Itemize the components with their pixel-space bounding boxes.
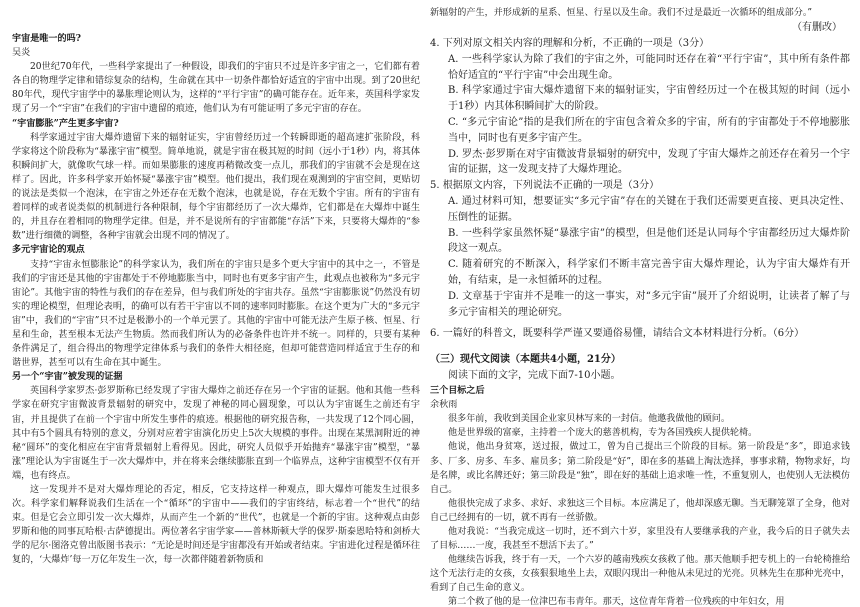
question-6: 6. 一篇好的科普文，既要科学严谨又要通俗易懂，请结合文本材料进行分析。（6分） <box>430 328 805 340</box>
section-heading-1: “宇宙膨胀”产生更多宇宙? <box>12 117 119 129</box>
story-paragraph: 他说，他出身贫寒，送过报，做过工，曾为自己提出三个阶段的目标。第一阶段是“多”，即追求钱多、厂多、房多、车多、雇员多；第二阶段是“好”，即在多的基础上淘汰选择，事事求精，物物求好，均是名牌，或比名牌还好；第三阶段是“独”，即在好的基础上追求唯一性，不重复别人，也使别人无法模仿自己。 <box>430 442 850 495</box>
section-4-paragraph: 这一发现并不是对大爆炸理论的否定，相反，它支持这样一种观点，即大爆炸可能发生过很多次。科学家们解释说我们生活在一个“循环”的宇宙中——我们的宇宙终结，标志着一个“世代”的结束。但是它会立即引发一次大爆炸，从而产生一个新的“世代”，也就是一个新的宇宙。这种观点由彭罗斯和他的同事瓦哈根·古萨德提出。两位著名宇宙学家——普林斯顿大学的保罗·斯泰恩哈特和剑桥大学的尼尔·图洛克曾出版图书表示：“无论是时间还是宇宙都没有开始或者结束。宇宙进化过程是循环往复的，‘大爆炸’每一万亿年发生一次，每一次都伴随着新物质和 <box>12 485 420 566</box>
article-title: 宇宙是唯一的吗? <box>12 33 81 44</box>
intro-paragraph: 20世纪70年代，一些科学家提出了一种假设，即我们的宇宙只不过是许多宇宙之一，它们都有着各自的物理学定律和错综复杂的结构，生命就在其中一切条件都恰好适宜的宇宙中出现。到了20世纪80年代，现代宇宙学中的暴胀理论则认为，这样的“平行宇宙”的确可能存在。近年来，英国科学家发现了另一个“宇宙”在我们的宇宙中遗留的痕迹，他们认为有可能证明了多元宇宙的存在。 <box>12 62 420 115</box>
section-heading-2: 多元宇宙论的观点 <box>12 244 85 256</box>
question-4-option-d: D. 罗杰·彭罗斯在对宇宙微波背景辐射的研究中，发现了宇宙大爆炸之前还存在着另一个宇宙的证据，这一发现支持了大爆炸理论。 <box>448 148 850 176</box>
article-continuation: 新辐射的产生，并形成新的星系、恒星、行星以及生命。我们不过是最近一次循环的组成部分。” <box>430 8 813 18</box>
section-heading-3: 另一个“宇宙”被发现的证据 <box>12 371 123 383</box>
question-5-stem: 5. 根据原文内容，下列说法不正确的一项是（3分） <box>430 180 660 192</box>
reading-instruction: 阅读下面的文字，完成下面7-10小题。 <box>448 370 621 382</box>
question-5-option-a: A. 通过材料可知，想要证实“多元宇宙”存在的关键在于我们还需要更直接、更具决定性、压倒性的证据。 <box>448 196 850 223</box>
story-paragraph: 很多年前，我收到美国企业家贝林写来的一封信。他邀我做他的顾问。 <box>448 414 730 425</box>
question-4-option-c: C. “多元宇宙论”指的是我们所在的宇宙包含着众多的宇宙，所有的宇宙都处于不停地膨胀当中，同时也有更多宇宙产生。 <box>448 117 850 144</box>
left-column <box>12 0 420 607</box>
question-5-option-c: C. 随着研究的不断深入，科学家们不断丰富完善宇宙大爆炸理论，认为宇宙大爆炸有开始，有结束，是一永恒循环的过程。 <box>448 259 850 287</box>
story-paragraph: 他对我说：“当我完成这一切时，还不到六十岁，家里没有人要继承我的产业，我今后的日子就失去了目标……一度，我甚至不想活下去了。” <box>430 526 850 552</box>
section-2-paragraph: 支持“宇宙永恒膨胀论”的科学家认为，我们所在的宇宙只是多个更大宇宙中的其中之一，不管是我们的宇宙还是其他的宇宙都处于不停地膨胀当中，同时也有更多宇宙产生，此观点也被称为“多元宇宙论”。其他宇宙的特性与我们的存在差异，但与我们所处的宇宙共存。虽然“宇宙膨胀说”仍然没有切实的理论模型，但理论表明，的确可以有若干宇宙以不同的速率同时膨胀。在这个更为广大的“多元宇宙”中，我们的“宇宙”只不过是极渺小的一个单元罢了。其他的宇宙中可能无法产生原子核、恒星、行星和生命，甚至根本无法产生物质。然而我们所认为的必备条件也许并不统一。同样的，只要有某种条件满足了，组合得出的物理学定律体系与我们的条件大相径庭，但却可能营造同样适宜于生存的和谐世界，甚至可以有生命在其中诞生。 <box>12 259 420 369</box>
question-4-stem: 4. 下列对原文相关内容的理解和分析，不正确的一项是（3分） <box>430 38 710 50</box>
story-title: 三个目标之后 <box>430 385 485 397</box>
question-5-option-d: D. 文章基于宇宙并不是唯一的这一事实，对“多元宇宙”展开了介绍说明，让读者了解了与多元宇宙相关的理论研究。 <box>448 290 850 318</box>
right-column <box>430 0 850 607</box>
section-1-paragraph: 科学家通过宇宙大爆炸遗留下来的辐射证实，宇宙曾经历过一个转瞬即逝的超高速扩张阶段，科学家将这个阶段称为“暴涨宇宙”模型。简单地说，就是宇宙在极其短的时间（远小于1秒）内，将其体积瞬间扩大，就像吹气球一样。而如果膨胀的速度再稍微改变一点儿，那我们的宇宙就不会是现在这样了。因此，许多科学家开始怀疑“暴涨宇宙”模型。他们提出，我们现在观测到的宇宙空间，更贴切的说法是类似一个泡沫，在宇宙之外还存在无数个泡沫，也就是说，存在无数个宇宙。所有的宇宙有着同样的或者说类似的机制进行各种限制，每个宇宙都经历了一次大爆炸，它们都是在大爆炸中诞生的，并且存在着相同的物理学定律。但是，并不是说所有的宇宙都能“存活”下来，只要将大爆炸的“参数”进行细微的调整，各种宇宙就会出现不同的情况了。 <box>12 132 420 242</box>
story-paragraph: 第二个救了他的是一位津巴布韦青年。那天，这位青年背着一位残疾的中年妇女，用 <box>448 597 785 607</box>
article-author: 吴炎 <box>12 48 31 59</box>
story-paragraph: 他很快完成了求多、求好、求独这三个目标。本应满足了，他却深感无聊。当无聊笼罩了全身，他对自己已经拥有的一切，就不再有一丝骄傲。 <box>430 498 850 523</box>
question-5-option-b: B. 一些科学家虽然怀疑“暴涨宇宙”的模型，但是他们还是认同每个宇宙都经历过大爆炸阶段这一观点。 <box>448 227 850 255</box>
section-3-paragraph: 英国科学家罗杰·彭罗斯称已经发现了宇宙大爆炸之前还存在另一个宇宙的证据。他和其他一些科学家在研究宇宙微波背景辐射的研究中，发现了神秘的同心圆现象，可以认为宇宙诞生之前还有宇宙，并且提供了在前一个宇宙中所发生事件的痕迹。根据他的研究报告称，一共发现了12个同心圆，其中有5个圆具有特别的意义，分别对应着宇宙演化历史上5次大规模的事件。出现在某黑洞附近的神秘“圆环”的变化相应在宇宙背景辐射上看得见。因此，研究人员似乎开始抛弃“暴涨宇宙”模型，“暴涨”理论认为宇宙诞生于一次大爆炸中，并在将来会继续膨胀直到一个临界点，这种宇宙模型不仅有开端，也有终点。 <box>12 386 420 481</box>
source-note: （有删改） <box>792 22 842 34</box>
story-paragraph: 他是世界级的富豪，主持着一个庞大的慈善机构，专为各国残疾人提供轮椅。 <box>448 428 758 439</box>
question-4-option-a: A. 一些科学家认为除了我们的宇宙之外，可能同时还存在着“平行宇宙”，其中所有条件都恰好适宜的“平行宇宙”中会出现生命。 <box>448 53 850 81</box>
question-4-option-b: B. 科学家通过宇宙大爆炸遗留下来的辐射证实，宇宙曾经历过一个在极其短的时间（远小于1秒）内其体积瞬间扩大的阶段。 <box>448 85 850 113</box>
section-header: （三）现代文阅读（本题共4小题，21分） <box>430 354 621 366</box>
story-author: 余秋雨 <box>430 400 458 411</box>
story-paragraph: 他继续告诉我，终于有一天，一个六岁的越南残疾女孩救了他。那天他顺手把专机上的一台轮椅推给这个无法行走的女孩，女孩狠狠地坐上去，双眼闪现出一种他从未见过的光亮。贝林先生在那种光亮中，看到了自己生命的意义。 <box>430 555 850 594</box>
